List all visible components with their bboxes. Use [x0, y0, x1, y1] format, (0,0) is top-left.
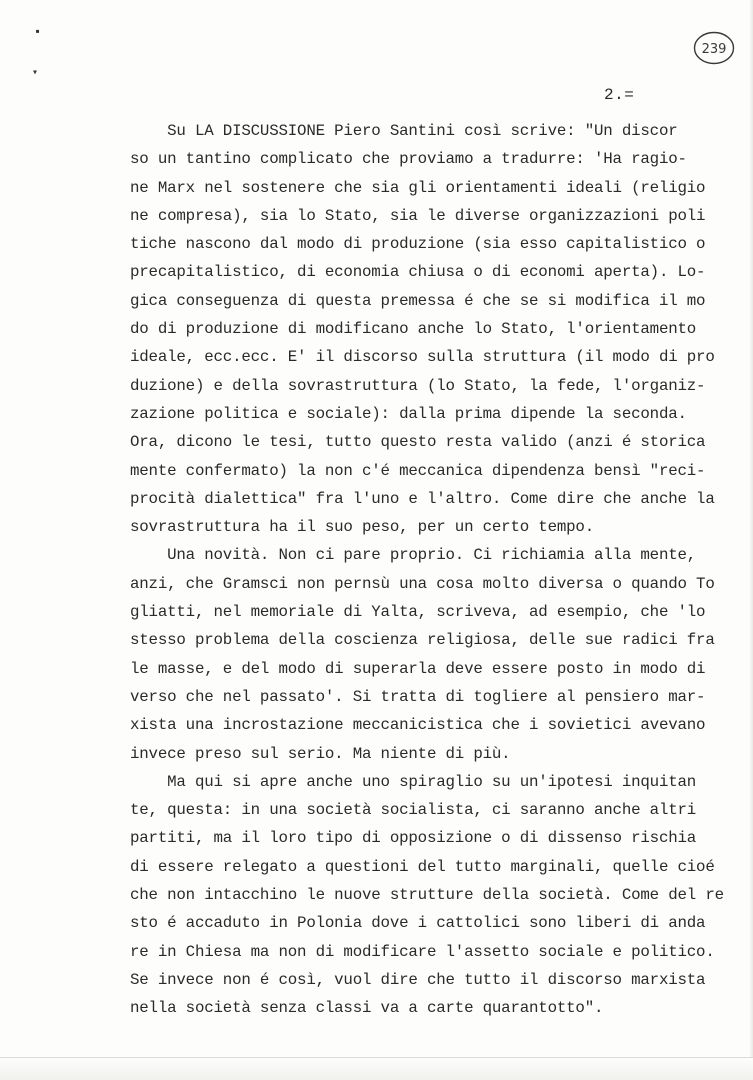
text-line: zazione politica e sociale): dalla prima dipende la seconda.: [130, 404, 687, 423]
stamp-number: 239: [701, 42, 727, 57]
text-line: gica conseguenza di questa premessa é che se si modifica il mo: [130, 291, 706, 310]
text-line: precapitalistico, di economia chiusa o di economi aperta). Lo-: [130, 263, 706, 282]
text-line: Una novità. Non ci pare proprio. Ci richiamia alla mente,: [130, 546, 697, 565]
body-text: [130, 117, 745, 1023]
text-line: Su LA DISCUSSIONE Piero Santini così scrive: "Un discor: [130, 122, 678, 140]
stamp-circle-icon: [692, 30, 736, 66]
margin-mark-bottom: ▾: [32, 68, 39, 79]
text-line: Se invece non é così, vuol dire che tutto il discorso marxista: [130, 970, 706, 989]
text-line: ne compresa), sia lo Stato, sia le diverse organizzazioni poli: [130, 206, 706, 225]
text-line: partiti, ma il loro tipo di opposizione o di dissenso rischia: [130, 829, 697, 848]
text-line: ideale, ecc.ecc. E' il discorso sulla struttura (il modo di pro: [130, 348, 715, 367]
text-line: anzi, che Gramsci non pernsù una cosa molto diversa o quando To: [130, 574, 715, 593]
text-line: re in Chiesa ma non di modificare l'assetto sociale e politico.: [130, 942, 715, 961]
paragraph: [130, 768, 745, 1023]
text-line: invece preso sul serio. Ma niente di più.: [130, 744, 511, 763]
text-line: duzione) e della sovrastruttura (lo Stato, la fede, l'organiz-: [130, 376, 706, 395]
text-line: mente confermato) la non c'é meccanica dipendenza bensì "reci-: [130, 461, 706, 480]
paragraph: [130, 541, 745, 767]
text-line: gliatti, nel memoriale di Yalta, scriveva, ad esempio, che 'lo: [130, 603, 706, 622]
text-line: di essere relegato a questioni del tutto marginali, quelle cioé: [130, 857, 715, 876]
text-line: te, questa: in una società socialista, ci saranno anche altri: [130, 801, 697, 820]
text-line: tiche nascono dal modo di produzione (sia esso capitalistico o: [130, 235, 706, 254]
text-line: ne Marx nel sostenere che sia gli orientamenti ideali (religio: [130, 178, 706, 197]
text-line: le masse, e del modo di superarla deve essere posto in modo di: [130, 659, 706, 678]
text-line: xista una incrostazione meccanicistica che i sovietici avevano: [130, 716, 706, 735]
paragraph: [130, 117, 745, 541]
margin-mark-top: ▪: [34, 25, 42, 39]
page-edge-shadow: [749, 0, 753, 1080]
text-line: procità dialettica" fra l'uno e l'altro. Come dire che anche la: [130, 489, 715, 508]
page-number: 2.=: [604, 86, 635, 104]
text-line: Ora, dicono le tesi, tutto questo resta valido (anzi é storica: [130, 433, 706, 452]
text-line: Ma qui si apre anche uno spiraglio su un'ipotesi inquitan: [130, 772, 697, 791]
text-line: stesso problema della coscienza religiosa, delle sue radici fra: [130, 631, 715, 650]
text-line: sto é accaduto in Polonia dove i cattolici sono liberi di anda: [130, 914, 706, 933]
text-line: so un tantino complicato che proviamo a tradurre: 'Ha ragio-: [130, 150, 687, 169]
text-line: do di produzione di modificano anche lo Stato, l'orientamento: [130, 320, 697, 339]
page-bottom-margin: [0, 1058, 753, 1080]
text-line: sovrastruttura ha il suo peso, per un certo tempo.: [130, 518, 594, 537]
text-line: verso che nel passato'. Si tratta di togliere al pensiero mar-: [130, 687, 706, 706]
text-line: nella società senza classi va a carte quarantotto".: [130, 999, 604, 1018]
text-line: che non intacchino le nuove strutture della società. Come del re: [130, 886, 724, 905]
archive-stamp: [692, 30, 736, 66]
